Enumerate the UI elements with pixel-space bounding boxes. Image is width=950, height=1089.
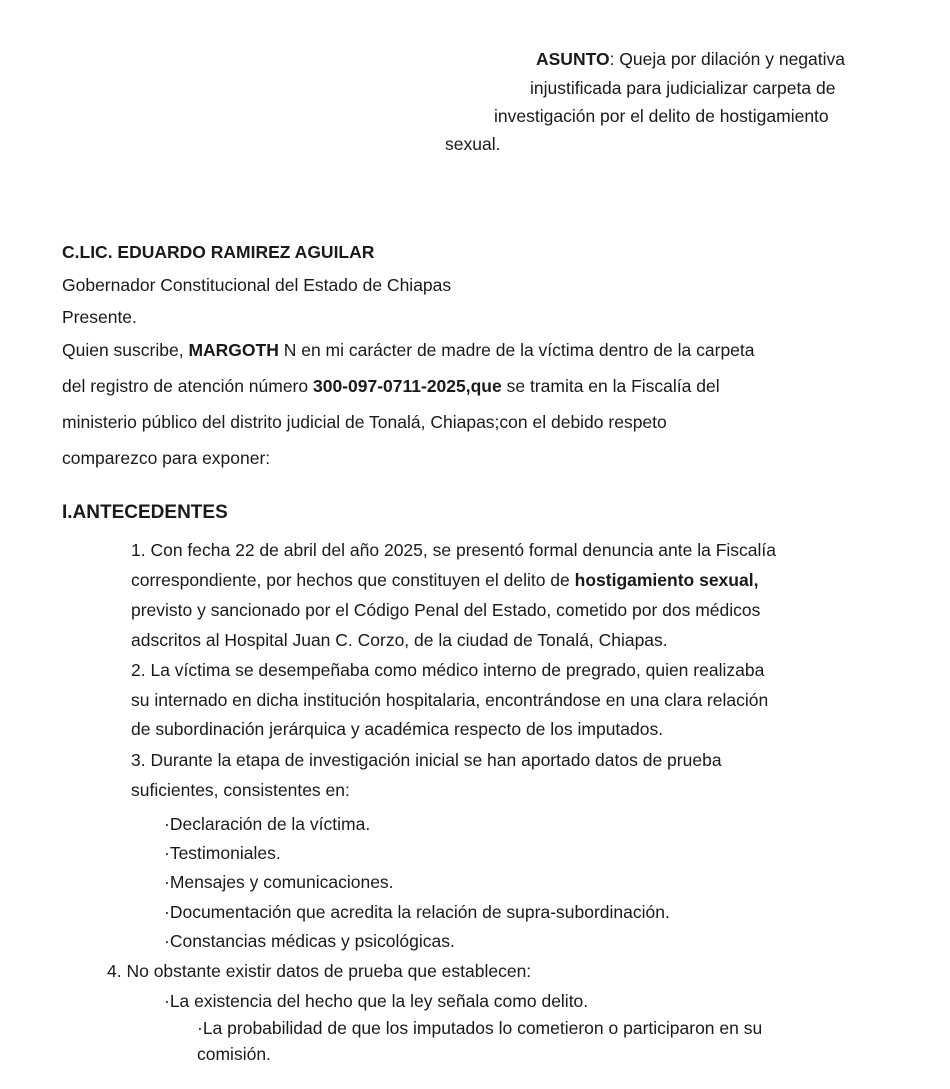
evidence-item: ·Documentación que acredita la relación de supra-subordinación.: [164, 902, 670, 922]
item-1-line-3: previsto y sancionado por el Código Penal del Estado, cometido por dos médicos: [131, 600, 761, 620]
asunto-label: ASUNTO: [536, 49, 610, 69]
item-1-line-1: 1. Con fecha 22 de abril del año 2025, se presentó formal denuncia ante la Fiscalía: [131, 540, 776, 560]
intro-line-3: ministerio público del distrito judicial de Tonalá, Chiapas;con el debido respeto: [62, 412, 667, 432]
addressee-presente: Presente.: [62, 307, 137, 327]
item-1-line-4: adscritos al Hospital Juan C. Corzo, de la ciudad de Tonalá, Chiapas.: [131, 630, 668, 650]
item-3-line-1: 3. Durante la etapa de investigación inicial se han aportado datos de prueba: [131, 750, 722, 770]
item-4-bullet-2-line-1: ·La probabilidad de que los imputados lo cometieron o participaron en su: [197, 1018, 763, 1038]
item-2-line-3: de subordinación jerárquica y académica respecto de los imputados.: [131, 719, 664, 739]
section-title: I.ANTECEDENTES: [62, 502, 228, 523]
evidence-item: ·Constancias médicas y psicológicas.: [164, 931, 455, 951]
item-3-line-2: suficientes, consistentes en:: [131, 780, 350, 800]
item-2-line-1: 2. La víctima se desempeñaba como médico interno de pregrado, quien realizaba: [131, 660, 765, 680]
evidence-item: ·Testimoniales.: [164, 843, 281, 863]
asunto-line-3: investigación por el delito de hostigamiento: [494, 106, 829, 126]
addressee-title: Gobernador Constitucional del Estado de Chiapas: [62, 275, 452, 295]
intro-line-2: del registro de atención número 300-097-0711-2025,que se tramita en la Fiscalía del: [62, 376, 720, 396]
asunto-line-1: ASUNTO: Queja por dilación y negativa: [536, 49, 845, 69]
intro-line-1: Quien suscribe, MARGOTH N en mi carácter de madre de la víctima dentro de la carpeta: [62, 340, 755, 360]
item-4-bullet-2-line-2: comisión.: [197, 1044, 271, 1064]
asunto-line-4: sexual.: [445, 134, 501, 154]
addressee-name: C.LIC. EDUARDO RAMIREZ AGUILAR: [62, 242, 375, 262]
evidence-item: ·Mensajes y comunicaciones.: [164, 872, 394, 892]
item-4-line-1: 4. No obstante existir datos de prueba que establecen:: [107, 961, 532, 981]
intro-line-4: comparezco para exponer:: [62, 448, 271, 468]
evidence-item: ·Declaración de la víctima.: [164, 814, 371, 834]
item-4-bullet-1: ·La existencia del hecho que la ley señala como delito.: [164, 991, 589, 1011]
item-1-line-2: correspondiente, por hechos que constituyen el delito de hostigamiento sexual,: [131, 570, 759, 590]
asunto-line-2: injustificada para judicializar carpeta de: [530, 78, 836, 98]
item-2-line-2: su internado en dicha institución hospitalaria, encontrándose en una clara relación: [131, 690, 769, 710]
